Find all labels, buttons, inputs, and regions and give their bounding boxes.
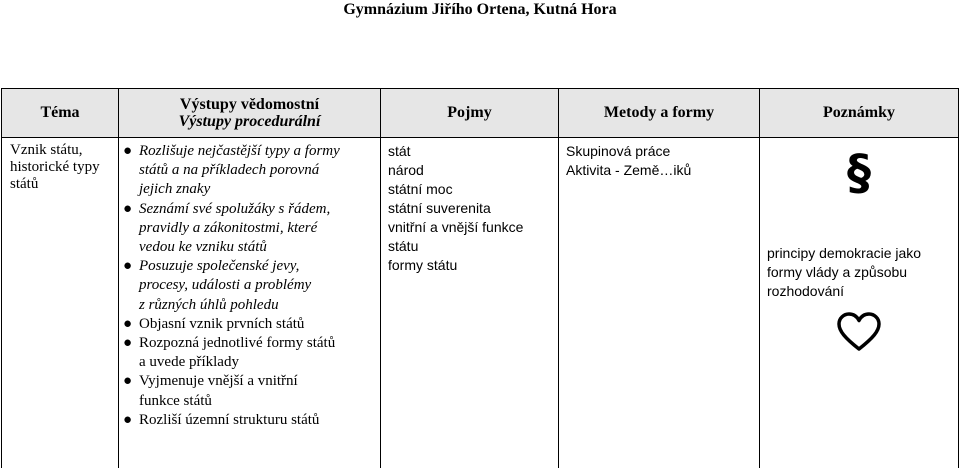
concept-item: formy státu: [388, 257, 458, 273]
method-item: Skupinová práce: [566, 143, 671, 159]
note-line: principy demokracie jako: [767, 245, 922, 261]
header-outcomes-procedural: Výstupy procedurální: [178, 113, 321, 130]
topic-line: historické typy: [10, 159, 100, 175]
header-methods: Metody a formy: [559, 89, 760, 138]
topic-text: [2, 138, 118, 193]
outcome-item: [119, 257, 380, 315]
bullet-icon: ●: [123, 335, 133, 352]
header-topic: Téma: [2, 89, 119, 138]
concepts-list: [381, 138, 558, 275]
outcome-item: [119, 334, 380, 372]
topic-line: států: [10, 176, 39, 192]
bullet-icon: ●: [123, 200, 133, 217]
bullet-icon: ●: [123, 315, 133, 332]
outcome-line: Seznámí své spolužáky s řádem,: [139, 200, 331, 217]
outcome-line: pravidly a zákonitostmi, které: [139, 219, 318, 236]
methods-list: [559, 138, 759, 180]
header-outcomes-knowledge: Výstupy vědomostní: [179, 96, 320, 113]
outcome-line: Rozpozná jednotlivé formy států: [139, 335, 336, 352]
outcome-item: [119, 315, 380, 334]
concepts-cell: [381, 138, 559, 468]
concept-item: vnitřní a vnější funkce: [388, 219, 524, 235]
curriculum-table: [1, 88, 959, 468]
bullet-icon: ●: [123, 143, 133, 159]
outcome-line: Objasní vznik prvních států: [139, 315, 305, 332]
concept-item: státní moc: [388, 181, 453, 197]
method-item: Aktivita - Země…iků: [566, 162, 692, 178]
concept-item: státní suverenita: [388, 200, 491, 216]
outcome-line: z různých úhlů pohledu: [139, 296, 279, 313]
outcome-line: států a na příkladech porovná: [139, 162, 320, 179]
outcome-line: Rozliší územní strukturu států: [139, 411, 320, 428]
outcome-line: Vyjmenuje vnější a vnitřní: [139, 373, 298, 390]
outcome-line: a uvede příklady: [139, 354, 239, 371]
outcome-line: vedou ke vzniku států: [139, 239, 267, 256]
document-title: Gymnázium Jiřího Ortena, Kutná Hora: [343, 1, 617, 18]
concept-item: národ: [388, 162, 424, 178]
header-outcomes: [119, 89, 381, 138]
outcome-line: Rozlišuje nejčastější typy a formy: [139, 143, 340, 159]
bullet-icon: ●: [123, 373, 133, 390]
header-notes: Poznámky: [760, 89, 959, 138]
paragraph-icon: §: [847, 145, 871, 201]
concept-item: stát: [388, 143, 411, 159]
table-row: [2, 138, 959, 468]
topic-cell: [2, 138, 119, 468]
bullet-icon: ●: [123, 258, 133, 275]
outcome-line: funkce států: [139, 392, 212, 409]
outcome-item: [119, 372, 380, 410]
table-header-row: [2, 89, 959, 138]
notes-content: [760, 138, 958, 468]
methods-cell: [559, 138, 760, 468]
outcome-item: [119, 411, 380, 430]
outcome-line: procesy, události a problémy: [139, 277, 312, 294]
note-line: formy vlády a způsobu: [767, 264, 908, 280]
outcomes-cell: [119, 138, 381, 468]
note-text: [767, 244, 921, 301]
topic-line: Vznik státu,: [10, 142, 83, 158]
heart-icon: [760, 312, 958, 357]
concept-item: státu: [388, 238, 419, 254]
outcome-line: Posuzuje společenské jevy,: [139, 258, 300, 275]
outcomes-list: [119, 138, 380, 430]
notes-cell: [760, 138, 959, 468]
bullet-icon: ●: [123, 411, 133, 428]
outcome-item: [119, 200, 380, 258]
outcome-line: jejich znaky: [139, 181, 211, 198]
outcome-item: [119, 142, 380, 200]
header-concepts: Pojmy: [381, 89, 559, 138]
note-line: rozhodování: [767, 283, 845, 299]
